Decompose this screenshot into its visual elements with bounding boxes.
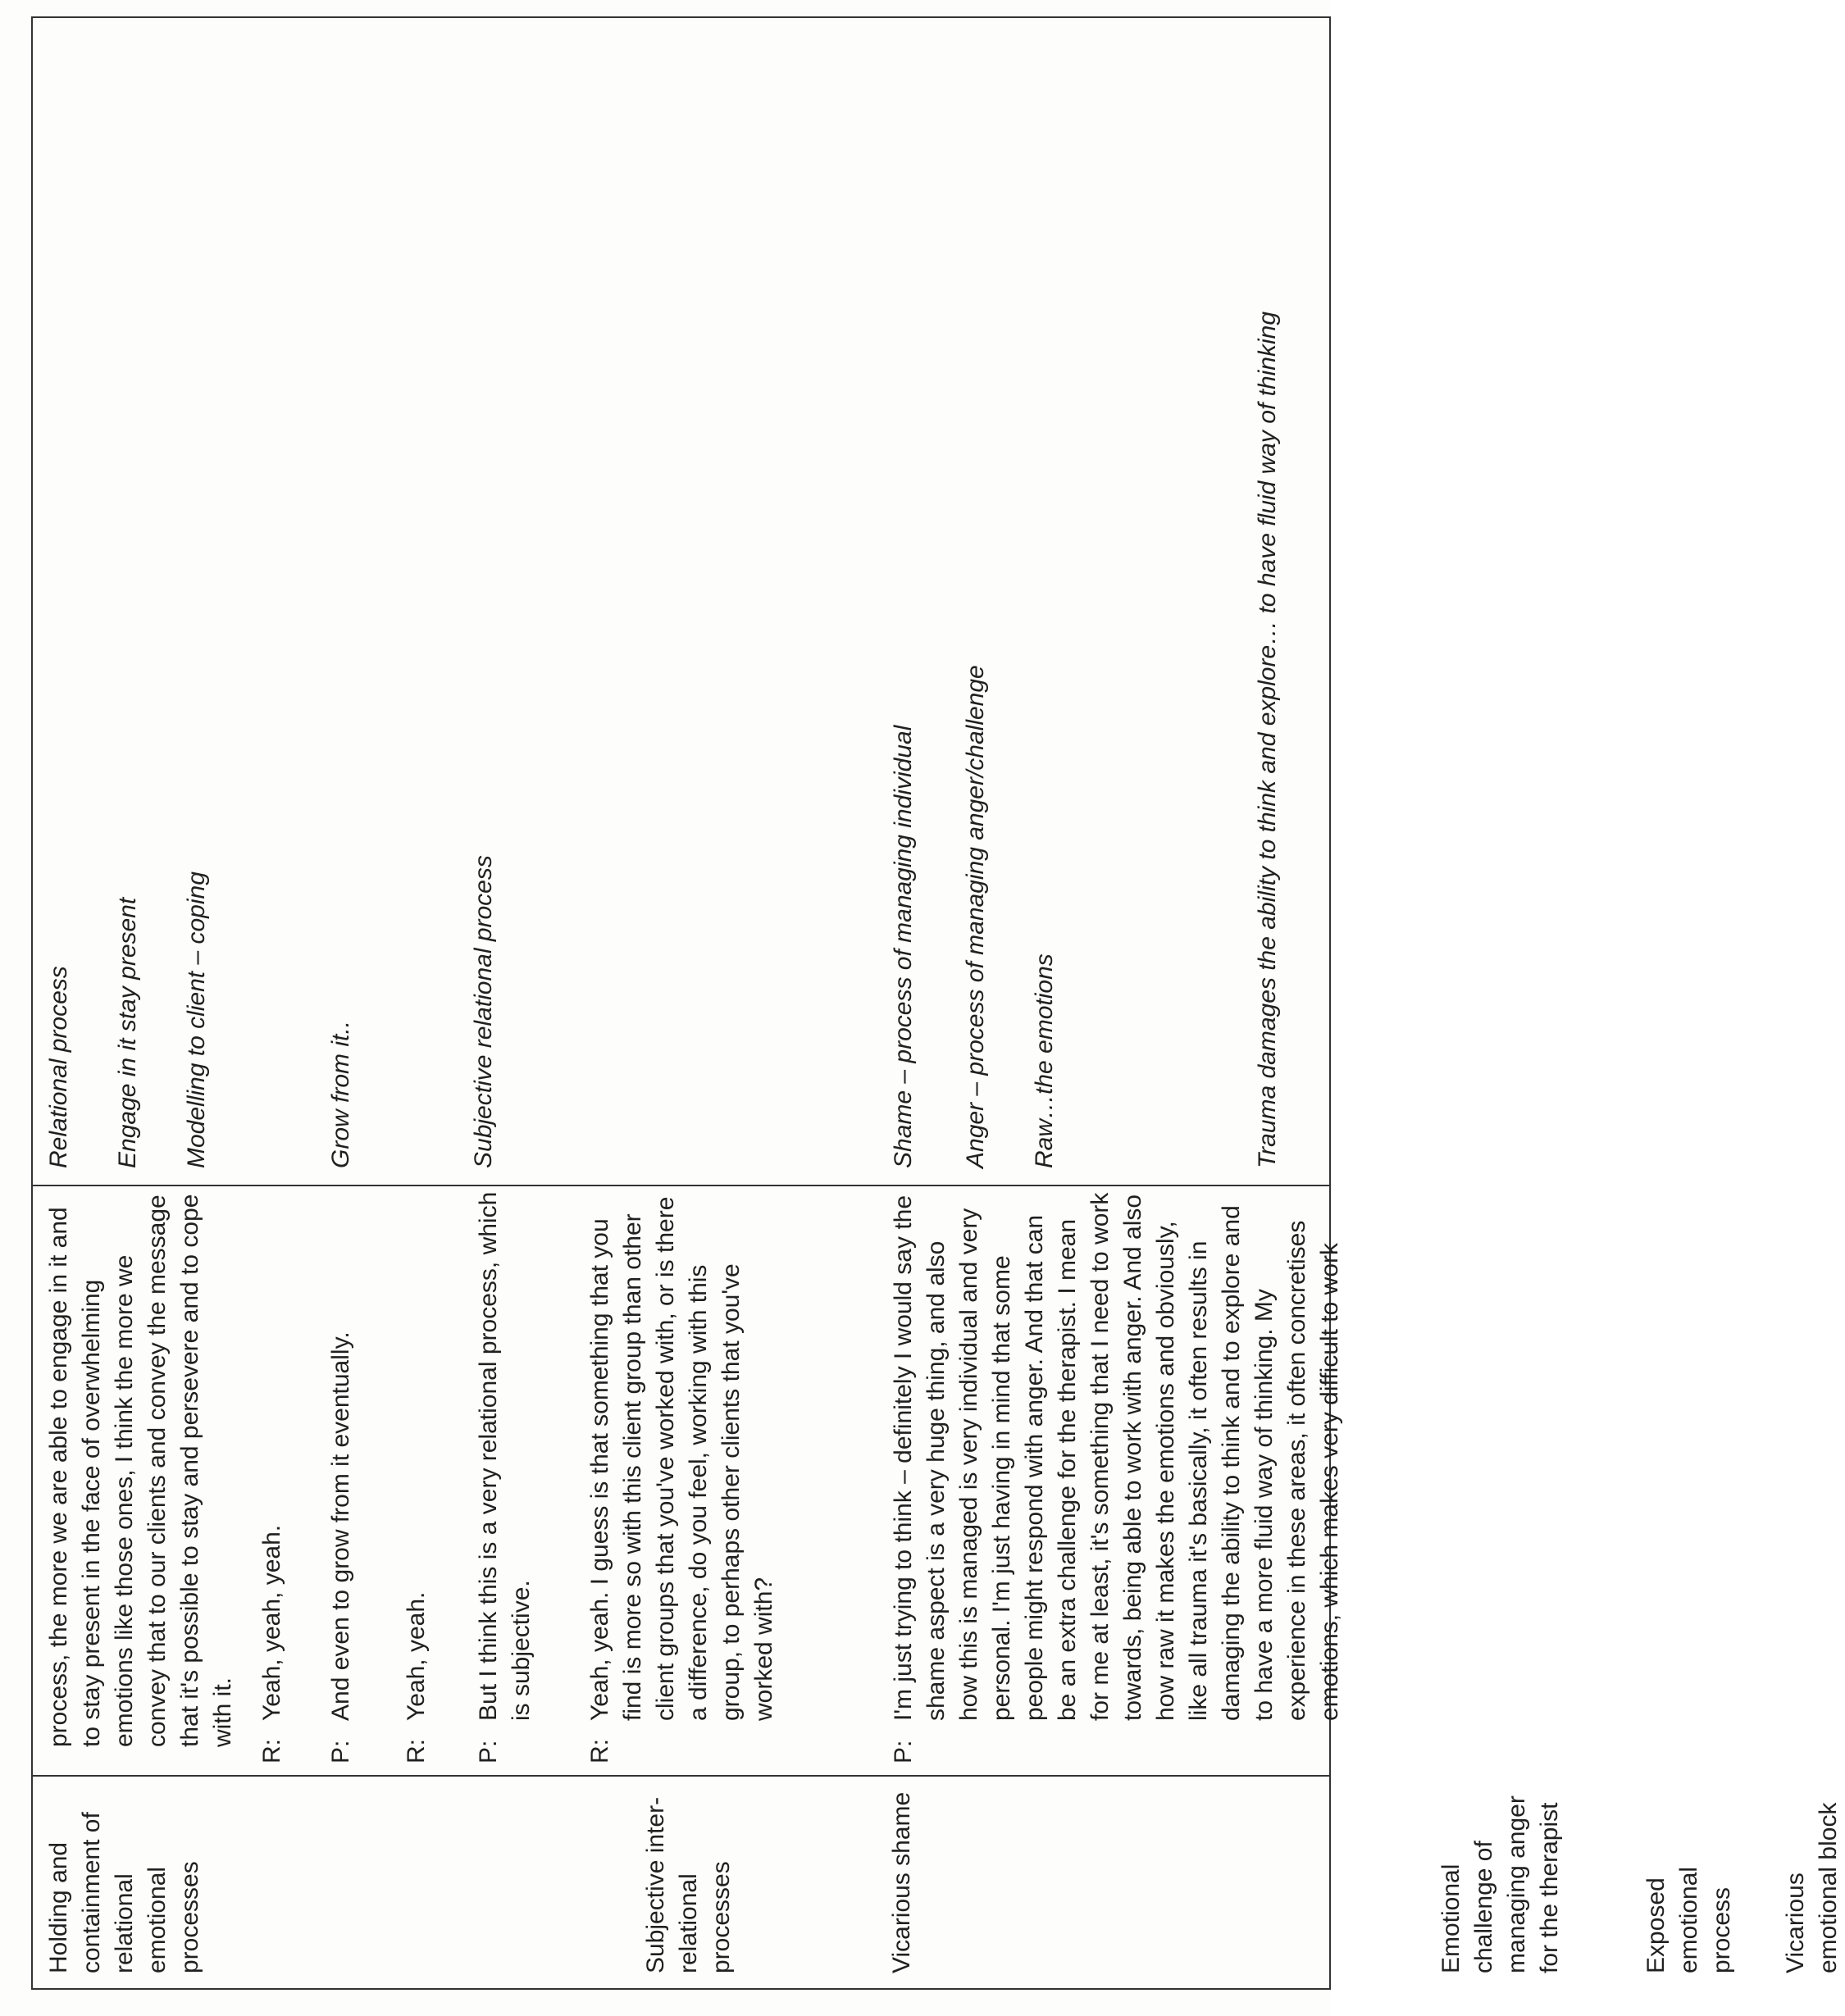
turn-text: Yeah, yeah. I guess is that something that you find is more so with this client group than other client groups that you've worked with, or is there a difference, do you feel, working with this group, to perhaps other clients that you've worked with? xyxy=(586,1196,777,1721)
comment: Raw…the emotions xyxy=(1031,953,1058,1168)
theme-label: Subjective inter-relational processes xyxy=(642,1796,735,1973)
comment: Trauma damages the ability to think and explore… to have fluid way of thinking xyxy=(1254,311,1281,1168)
comment: Grow from it.. xyxy=(327,1020,354,1168)
comment: Anger – process of managing anger/challenge xyxy=(962,665,989,1168)
comment: Subjective relational process xyxy=(470,855,497,1168)
transcript-column xyxy=(32,1185,1343,1776)
speaker-label: R: xyxy=(258,1739,285,1763)
comments-column xyxy=(32,17,1330,1185)
theme-label: Emotional challenge of managing anger for the therapist xyxy=(1437,1795,1563,1973)
comment: Shame – process of managing individual xyxy=(890,725,917,1168)
transcript-text: process, the more we are able to engage in it and to stay present in the face of overwhelming emotions like those ones, I think the more we convey that to our clients and convey the message that it's possible to stay and persevere and to cope with it. xyxy=(45,1194,236,1747)
turn-text: I'm just trying to think – definitely I would say the shame aspect is a very huge thing, and also how this is managed is very individual and very personal. I'm just having in mind that some people might respond with anger. And that can be an extra challenge for the therapist. I mean for me at least, it's something that I need to work towards, being able to work with anger. And also how raw it makes the emotions and obviously, like all trauma it's basically, it often results in damaging the ability to think and to explore and to have a more fluid way of thinking. My experience in these areas, it often concretises emotions, which makes very difficult to work xyxy=(890,1192,1343,1721)
speaker-label: P: xyxy=(475,1740,502,1763)
speaker-label: P: xyxy=(327,1740,354,1763)
turn-text: Yeah, yeah, yeah. xyxy=(258,1524,285,1721)
turn-text: But I think this is a very relational process, which is subjective. xyxy=(475,1191,535,1721)
comment: Modelling to client – coping xyxy=(183,871,210,1168)
themes-column xyxy=(32,1776,1842,1989)
theme-label: Vicarious emotional block xyxy=(1782,1802,1842,1973)
comment: Relational process xyxy=(45,966,72,1168)
speaker-label: P: xyxy=(890,1740,917,1763)
theme-label: Exposed emotional process xyxy=(1642,1866,1735,1973)
speaker-label: R: xyxy=(403,1739,430,1763)
analysis-table xyxy=(31,16,1842,1990)
comment: Engage in it stay present xyxy=(114,897,141,1168)
theme-label: Vicarious shame xyxy=(888,1791,915,1973)
turn-text: And even to grow from it eventually. xyxy=(327,1331,354,1721)
turn-text: Yeah, yeah. xyxy=(403,1591,430,1721)
speaker-label: R: xyxy=(586,1739,613,1763)
rotated-table-wrapper xyxy=(31,18,1842,1990)
theme-label: Holding and containment of relational emotional processes xyxy=(45,1812,203,1973)
